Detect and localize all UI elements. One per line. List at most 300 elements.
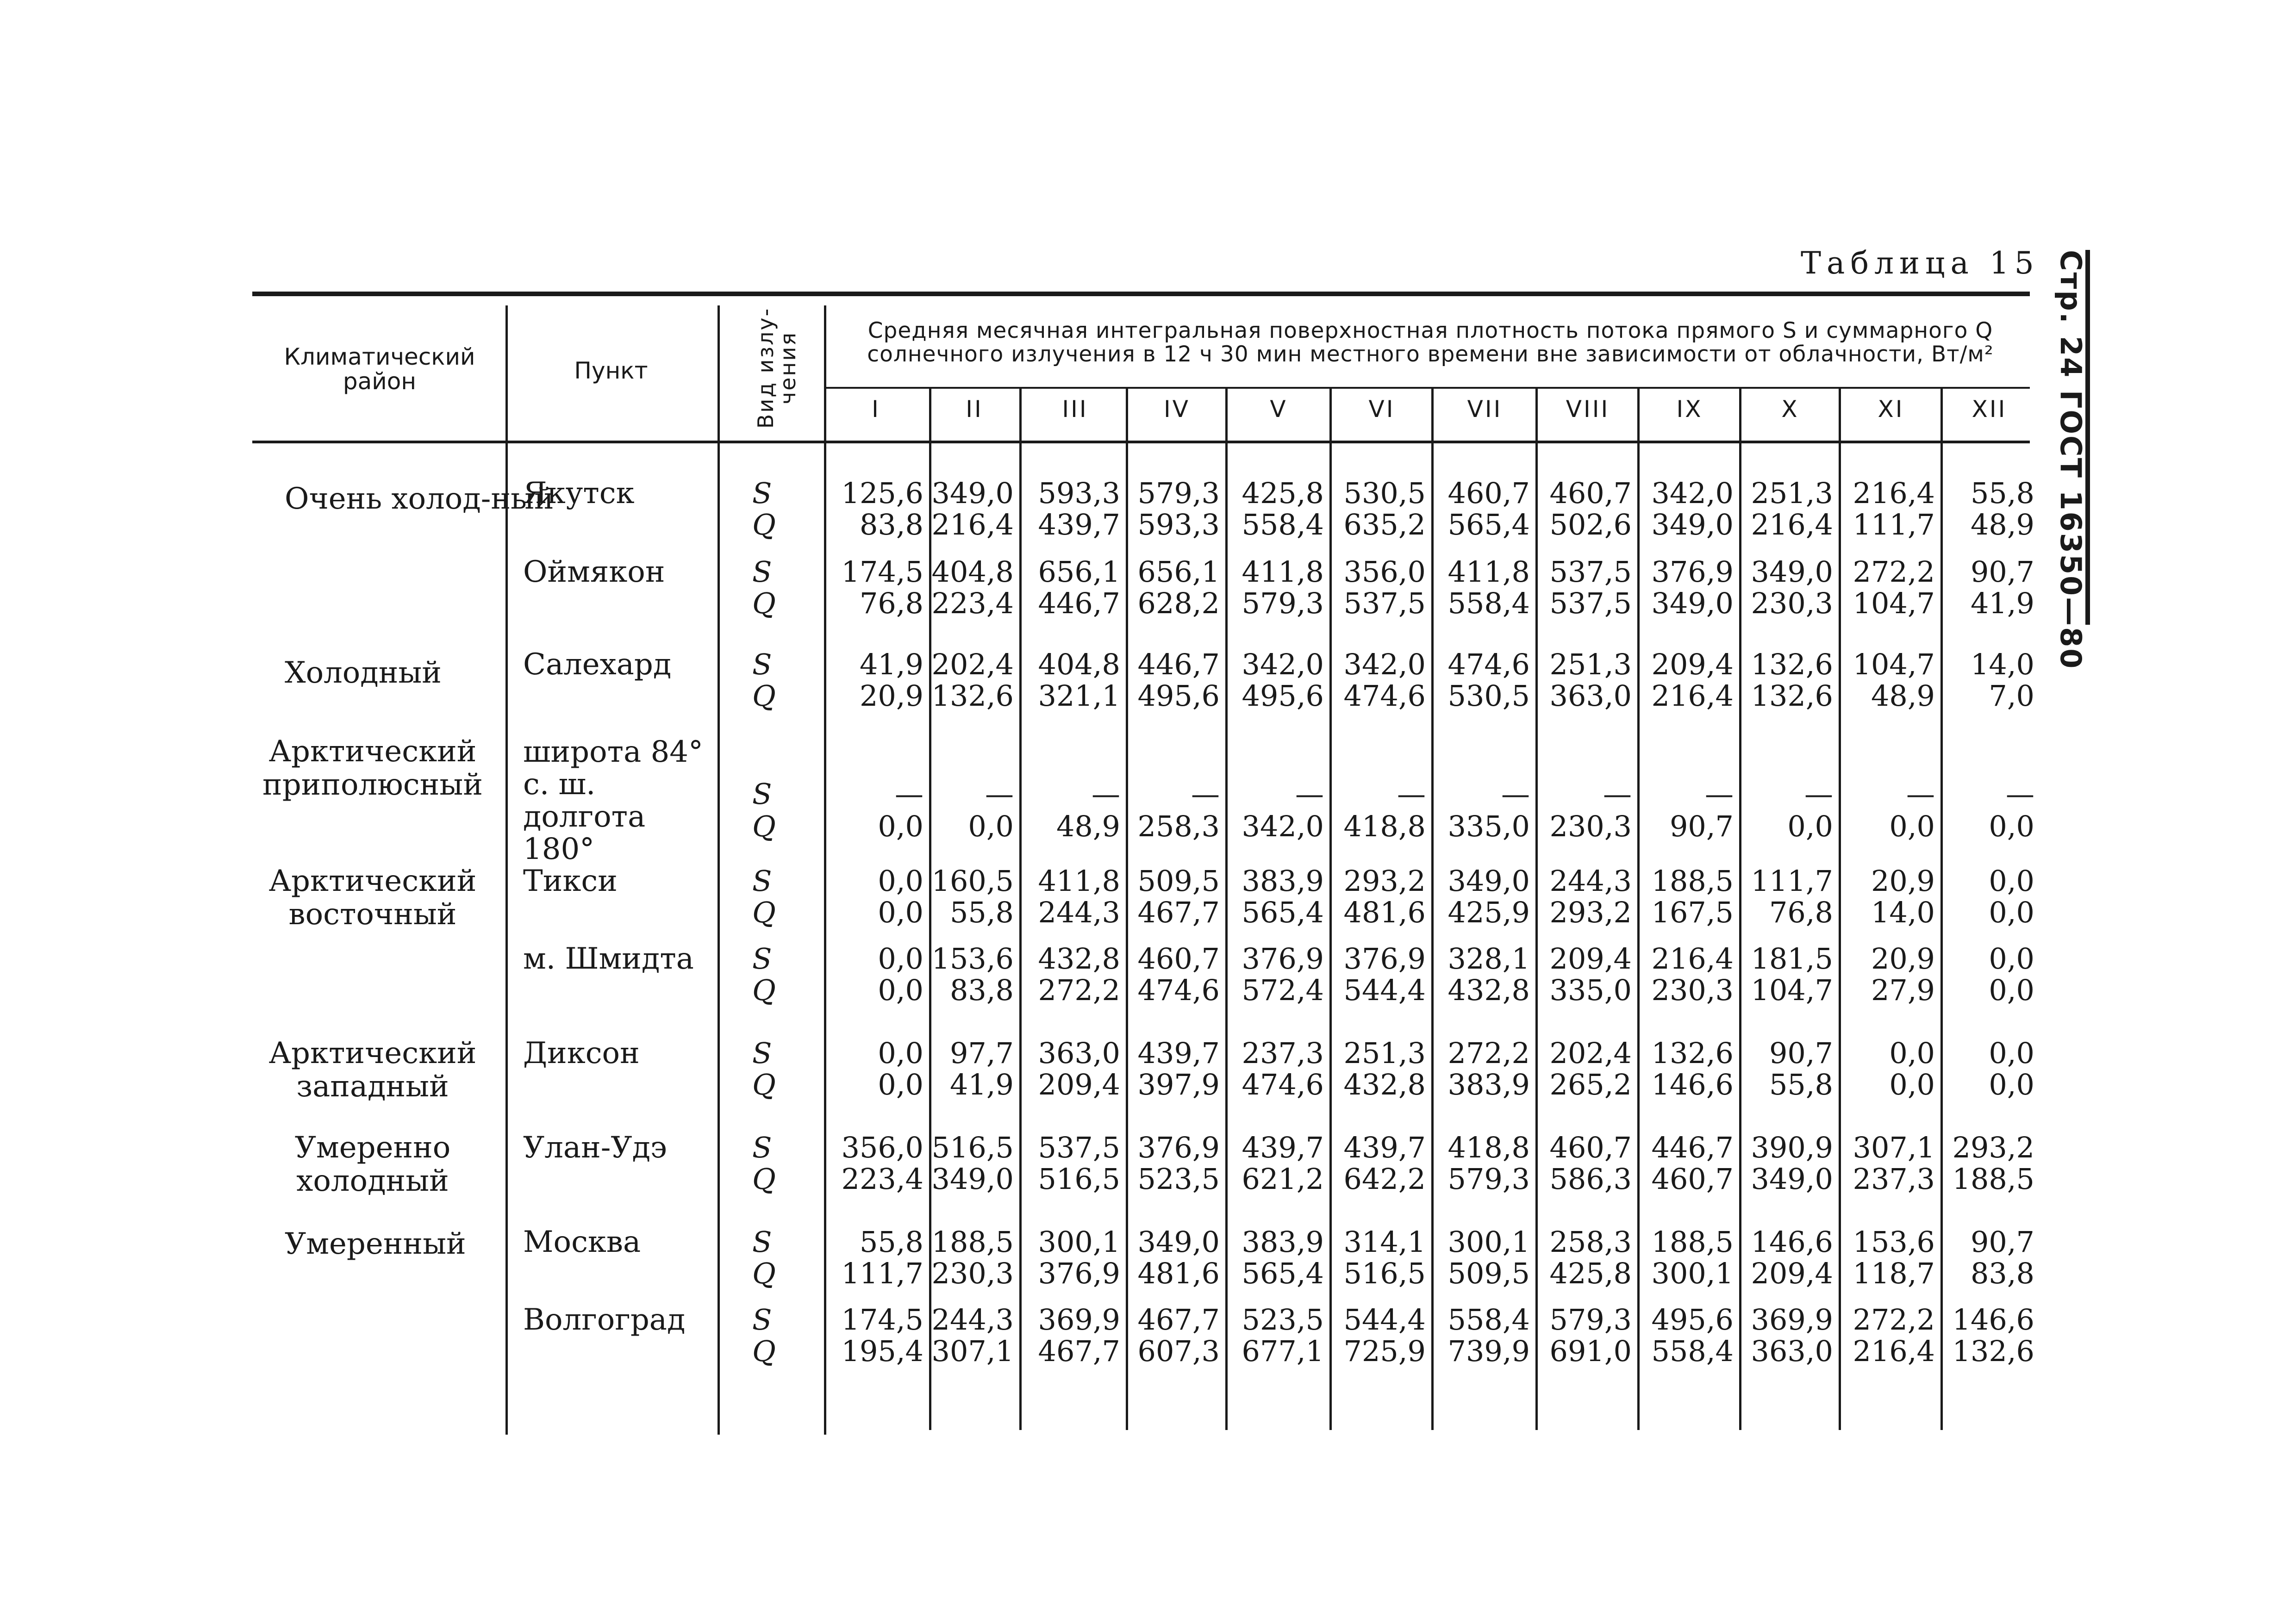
value-cell: 383,9	[1447, 1068, 1530, 1101]
value-cell: 495,6	[1651, 1303, 1734, 1337]
value-cell: 349,0	[1651, 508, 1734, 541]
value-cell: 335,0	[1549, 973, 1632, 1007]
month-header: V	[1270, 396, 1288, 423]
value-cell: 530,5	[1447, 679, 1530, 713]
radiation-kind-q: Q	[752, 508, 776, 541]
value-cell: 188,5	[931, 1225, 1014, 1259]
value-cell: 293,2	[1343, 864, 1426, 898]
value-cell: 593,3	[1137, 508, 1220, 541]
value-cell: 167,5	[1651, 895, 1734, 929]
value-cell: —	[1191, 777, 1220, 811]
value-cell: 523,5	[1137, 1162, 1220, 1196]
months-header-rule	[826, 387, 2030, 389]
value-cell: 104,7	[1751, 973, 1833, 1007]
radiation-kind-s: S	[752, 864, 772, 898]
table-top-rule	[252, 292, 2030, 296]
value-cell: 474,6	[1343, 679, 1426, 713]
value-cell: 0,0	[878, 1036, 923, 1070]
side-page-header: Стр. 24 ГОСТ 16350—80	[2054, 250, 2088, 670]
value-cell: 342,0	[1651, 476, 1734, 510]
value-cell: 27,9	[1871, 973, 1935, 1007]
value-cell: 237,3	[1242, 1036, 1324, 1070]
value-cell: 446,7	[1651, 1131, 1734, 1164]
value-cell: 404,8	[931, 555, 1014, 589]
point-name: Тикси	[523, 864, 618, 898]
value-cell: 0,0	[1889, 1068, 1935, 1101]
value-cell: —	[1397, 777, 1426, 811]
value-cell: 516,5	[1343, 1256, 1426, 1290]
value-cell: 0,0	[1787, 809, 1833, 843]
point-name: Салехард	[523, 647, 672, 682]
point-name: Якутск	[523, 476, 635, 510]
value-cell: 0,0	[878, 895, 923, 929]
region-label: Холодный	[285, 656, 442, 690]
value-cell: 0,0	[1989, 864, 2034, 898]
radiation-kind-q: Q	[752, 809, 776, 843]
month-header: VI	[1368, 396, 1395, 423]
value-cell: 153,6	[1853, 1225, 1935, 1259]
radiation-kind-s: S	[752, 777, 772, 811]
value-cell: 628,2	[1137, 586, 1220, 620]
value-cell: —	[1906, 777, 1935, 811]
value-cell: 41,9	[949, 1068, 1014, 1101]
value-cell: 195,4	[841, 1334, 923, 1368]
value-cell: 516,5	[931, 1131, 1014, 1164]
value-cell: 635,2	[1343, 508, 1426, 541]
header-bottom-rule	[252, 441, 2030, 443]
value-cell: 425,8	[1549, 1256, 1632, 1290]
value-cell: 544,4	[1343, 973, 1426, 1007]
value-cell: 111,7	[1751, 864, 1833, 898]
value-cell: 349,0	[1447, 864, 1530, 898]
value-cell: 418,8	[1343, 809, 1426, 843]
value-cell: 293,2	[1549, 895, 1632, 929]
value-cell: 739,9	[1447, 1334, 1530, 1368]
region-label: Умеренно холодный	[294, 1131, 451, 1198]
radiation-kind-q: Q	[752, 1068, 776, 1101]
value-cell: 83,8	[859, 508, 923, 541]
value-cell: 244,3	[1038, 895, 1120, 929]
value-cell: 153,6	[931, 942, 1014, 976]
value-cell: 495,6	[1242, 679, 1324, 713]
month-column-divider	[1019, 389, 1022, 1430]
value-cell: 363,0	[1038, 1036, 1120, 1070]
radiation-kind-s: S	[752, 1225, 772, 1259]
month-column-divider	[1839, 389, 1841, 1430]
value-cell: 460,7	[1137, 942, 1220, 976]
value-cell: 509,5	[1447, 1256, 1530, 1290]
value-cell: 460,7	[1447, 476, 1530, 510]
month-header: X	[1781, 396, 1799, 423]
value-cell: 376,9	[1651, 555, 1734, 589]
value-cell: 216,4	[931, 508, 1014, 541]
value-cell: 579,3	[1242, 586, 1324, 620]
month-column-divider	[1225, 389, 1228, 1430]
value-cell: —	[2006, 777, 2034, 811]
value-cell: 14,0	[1871, 895, 1935, 929]
value-cell: 432,8	[1343, 1068, 1426, 1101]
value-cell: 439,7	[1242, 1131, 1324, 1164]
value-cell: 230,3	[931, 1256, 1014, 1290]
value-cell: 0,0	[878, 864, 923, 898]
value-cell: 349,0	[1751, 555, 1833, 589]
value-cell: 565,4	[1242, 895, 1324, 929]
value-cell: —	[895, 777, 923, 811]
value-cell: 446,7	[1038, 586, 1120, 620]
value-cell: 216,4	[1751, 508, 1833, 541]
radiation-kind-q: Q	[752, 586, 776, 620]
value-cell: 467,7	[1137, 895, 1220, 929]
value-cell: 537,5	[1038, 1131, 1120, 1164]
value-cell: 328,1	[1447, 942, 1530, 976]
region-label: Очень холод-ный	[285, 482, 554, 516]
value-cell: 48,9	[1056, 809, 1120, 843]
radiation-kind-q: Q	[752, 679, 776, 713]
value-cell: 376,9	[1242, 942, 1324, 976]
value-cell: 425,8	[1242, 476, 1324, 510]
value-cell: 300,1	[1447, 1225, 1530, 1259]
region-label: Умеренный	[285, 1227, 466, 1261]
value-cell: 258,3	[1549, 1225, 1632, 1259]
value-cell: 132,6	[931, 679, 1014, 713]
value-cell: 300,1	[1038, 1225, 1120, 1259]
value-cell: 272,2	[1853, 1303, 1935, 1337]
value-cell: 244,3	[931, 1303, 1014, 1337]
table-label: Таблица 15	[1801, 245, 2040, 281]
point-name: м. Шмидта	[523, 942, 694, 976]
value-cell: —	[1501, 777, 1530, 811]
header-point: Пункт	[574, 357, 648, 384]
value-cell: 202,4	[931, 647, 1014, 681]
value-cell: 41,9	[859, 647, 923, 681]
radiation-kind-s: S	[752, 1303, 772, 1337]
value-cell: 411,8	[1242, 555, 1324, 589]
value-cell: 495,6	[1137, 679, 1220, 713]
value-cell: 230,3	[1549, 809, 1632, 843]
value-cell: 530,5	[1343, 476, 1426, 510]
value-cell: 432,8	[1447, 973, 1530, 1007]
value-cell: 55,8	[1769, 1068, 1833, 1101]
value-cell: —	[1603, 777, 1632, 811]
point-name: Улан-Удэ	[523, 1131, 667, 1165]
value-cell: 174,5	[841, 1303, 923, 1337]
value-cell: 104,7	[1853, 647, 1935, 681]
value-cell: 376,9	[1343, 942, 1426, 976]
value-cell: 307,1	[931, 1334, 1014, 1368]
value-cell: 0,0	[1989, 1068, 2034, 1101]
value-cell: 342,0	[1242, 809, 1324, 843]
value-cell: 188,5	[1952, 1162, 2034, 1196]
region-label: Арктический приполюсный	[262, 734, 483, 802]
radiation-kind-s: S	[752, 942, 772, 976]
value-cell: 383,9	[1242, 864, 1324, 898]
value-cell: 321,1	[1038, 679, 1120, 713]
value-cell: 258,3	[1137, 809, 1220, 843]
value-cell: 474,6	[1242, 1068, 1324, 1101]
value-cell: 579,3	[1137, 476, 1220, 510]
value-cell: 251,3	[1343, 1036, 1426, 1070]
value-cell: 314,1	[1343, 1225, 1426, 1259]
radiation-kind-s: S	[752, 647, 772, 681]
value-cell: 90,7	[1970, 555, 2034, 589]
value-cell: 0,0	[1989, 895, 2034, 929]
value-cell: 509,5	[1137, 864, 1220, 898]
header-span: Средняя месячная интегральная поверхностная плотность потока прямого S и суммарного Q солнечного излучения в 12 ч 30 мин местного времени вне зависимости от облачности, Вт/м²	[867, 318, 1994, 367]
value-cell: 251,3	[1549, 647, 1632, 681]
value-cell: 411,8	[1447, 555, 1530, 589]
value-cell: 691,0	[1549, 1334, 1632, 1368]
value-cell: 223,4	[931, 586, 1014, 620]
value-cell: 209,4	[1549, 942, 1632, 976]
month-column-divider	[1431, 389, 1434, 1430]
value-cell: 376,9	[1137, 1131, 1220, 1164]
value-cell: 369,9	[1038, 1303, 1120, 1337]
value-cell: 20,9	[1871, 942, 1935, 976]
value-cell: 439,7	[1343, 1131, 1426, 1164]
value-cell: 216,4	[1853, 476, 1935, 510]
value-cell: 0,0	[1889, 1036, 1935, 1070]
value-cell: 397,9	[1137, 1068, 1220, 1101]
value-cell: 418,8	[1447, 1131, 1530, 1164]
point-name: Волгоград	[523, 1303, 686, 1337]
column-divider	[505, 305, 508, 1435]
value-cell: 209,4	[1038, 1068, 1120, 1101]
value-cell: 607,3	[1137, 1334, 1220, 1368]
month-column-divider	[1637, 389, 1640, 1430]
column-divider	[824, 305, 826, 1435]
value-cell: 76,8	[1769, 895, 1833, 929]
value-cell: 209,4	[1751, 1256, 1833, 1290]
value-cell: 146,6	[1952, 1303, 2034, 1337]
radiation-kind-q: Q	[752, 1334, 776, 1368]
value-cell: 425,9	[1447, 895, 1530, 929]
value-cell: 349,0	[1751, 1162, 1833, 1196]
value-cell: 132,6	[1751, 679, 1833, 713]
value-cell: 656,1	[1137, 555, 1220, 589]
value-cell: 404,8	[1038, 647, 1120, 681]
value-cell: 132,6	[1952, 1334, 2034, 1368]
value-cell: 48,9	[1871, 679, 1935, 713]
value-cell: 558,4	[1447, 586, 1530, 620]
point-name: широта 84° с. ш. долгота 180°	[523, 735, 703, 866]
value-cell: 97,7	[949, 1036, 1014, 1070]
value-cell: —	[1092, 777, 1120, 811]
month-header: XI	[1878, 396, 1904, 423]
value-cell: 523,5	[1242, 1303, 1324, 1337]
value-cell: 272,2	[1038, 973, 1120, 1007]
value-cell: 132,6	[1751, 647, 1833, 681]
column-divider	[718, 305, 720, 1435]
value-cell: 188,5	[1651, 864, 1734, 898]
value-cell: 579,3	[1447, 1162, 1530, 1196]
value-cell: 446,7	[1137, 647, 1220, 681]
value-cell: 376,9	[1038, 1256, 1120, 1290]
value-cell: 342,0	[1242, 647, 1324, 681]
value-cell: 0,0	[1989, 1036, 2034, 1070]
value-cell: 467,7	[1038, 1334, 1120, 1368]
value-cell: 481,6	[1343, 895, 1426, 929]
value-cell: 474,6	[1447, 647, 1530, 681]
value-cell: 342,0	[1343, 647, 1426, 681]
value-cell: 272,2	[1853, 555, 1935, 589]
month-header: XII	[1972, 396, 2007, 423]
value-cell: 460,7	[1549, 1131, 1632, 1164]
value-cell: 390,9	[1751, 1131, 1833, 1164]
value-cell: 558,4	[1651, 1334, 1734, 1368]
value-cell: 579,3	[1549, 1303, 1632, 1337]
month-header: IV	[1164, 396, 1190, 423]
value-cell: 349,0	[931, 476, 1014, 510]
radiation-kind-q: Q	[752, 1162, 776, 1196]
value-cell: 474,6	[1137, 973, 1220, 1007]
value-cell: 244,3	[1549, 864, 1632, 898]
radiation-kind-s: S	[752, 1036, 772, 1070]
value-cell: 216,4	[1651, 679, 1734, 713]
value-cell: 251,3	[1751, 476, 1833, 510]
value-cell: 118,7	[1853, 1256, 1935, 1290]
value-cell: 593,3	[1038, 476, 1120, 510]
value-cell: 90,7	[1669, 809, 1734, 843]
value-cell: 677,1	[1242, 1334, 1324, 1368]
value-cell: 216,4	[1651, 942, 1734, 976]
value-cell: 265,2	[1549, 1068, 1632, 1101]
value-cell: 174,5	[841, 555, 923, 589]
month-header: III	[1062, 396, 1088, 423]
value-cell: 725,9	[1343, 1334, 1426, 1368]
region-label: Арктический восточный	[268, 864, 477, 932]
value-cell: 558,4	[1242, 508, 1324, 541]
value-cell: 460,7	[1549, 476, 1632, 510]
value-cell: 0,0	[1989, 809, 2034, 843]
header-radiation-kind: Вид излу-чения	[753, 307, 801, 429]
month-header: I	[872, 396, 880, 423]
value-cell: 621,2	[1242, 1162, 1324, 1196]
month-header: VII	[1467, 396, 1503, 423]
value-cell: 237,3	[1853, 1162, 1935, 1196]
value-cell: 14,0	[1970, 647, 2034, 681]
value-cell: 230,3	[1751, 586, 1833, 620]
value-cell: 349,0	[1651, 586, 1734, 620]
value-cell: 0,0	[1889, 809, 1935, 843]
value-cell: 188,5	[1651, 1225, 1734, 1259]
value-cell: 223,4	[841, 1162, 923, 1196]
value-cell: 230,3	[1651, 973, 1734, 1007]
value-cell: 467,7	[1137, 1303, 1220, 1337]
value-cell: 642,2	[1343, 1162, 1426, 1196]
value-cell: 460,7	[1651, 1162, 1734, 1196]
value-cell: 160,5	[931, 864, 1014, 898]
value-cell: 55,8	[859, 1225, 923, 1259]
value-cell: 558,4	[1447, 1303, 1530, 1337]
month-column-divider	[1535, 389, 1538, 1430]
value-cell: 411,8	[1038, 864, 1120, 898]
value-cell: 20,9	[1871, 864, 1935, 898]
value-cell: —	[1804, 777, 1833, 811]
value-cell: 83,8	[949, 973, 1014, 1007]
value-cell: 181,5	[1751, 942, 1833, 976]
value-cell: 439,7	[1137, 1036, 1220, 1070]
value-cell: 481,6	[1137, 1256, 1220, 1290]
value-cell: 0,0	[878, 1068, 923, 1101]
value-cell: 111,7	[1853, 508, 1935, 541]
value-cell: 502,6	[1549, 508, 1632, 541]
value-cell: 83,8	[1970, 1256, 2034, 1290]
value-cell: 293,2	[1952, 1131, 2034, 1164]
month-header: IX	[1676, 396, 1703, 423]
radiation-kind-s: S	[752, 476, 772, 510]
value-cell: 516,5	[1038, 1162, 1120, 1196]
value-cell: —	[1705, 777, 1734, 811]
value-cell: —	[1295, 777, 1324, 811]
value-cell: 544,4	[1343, 1303, 1426, 1337]
value-cell: 537,5	[1343, 586, 1426, 620]
value-cell: 356,0	[1343, 555, 1426, 589]
value-cell: 7,0	[1989, 679, 2034, 713]
value-cell: 0,0	[878, 942, 923, 976]
value-cell: 586,3	[1549, 1162, 1632, 1196]
value-cell: 209,4	[1651, 647, 1734, 681]
value-cell: —	[985, 777, 1014, 811]
value-cell: 356,0	[841, 1131, 923, 1164]
value-cell: 300,1	[1651, 1256, 1734, 1290]
value-cell: 439,7	[1038, 508, 1120, 541]
radiation-kind-q: Q	[752, 1256, 776, 1290]
value-cell: 307,1	[1853, 1131, 1935, 1164]
value-cell: 0,0	[878, 809, 923, 843]
value-cell: 41,9	[1970, 586, 2034, 620]
month-column-divider	[1329, 389, 1332, 1430]
value-cell: 202,4	[1549, 1036, 1632, 1070]
value-cell: 125,6	[841, 476, 923, 510]
value-cell: 537,5	[1549, 586, 1632, 620]
point-name: Оймякон	[523, 555, 665, 589]
value-cell: 111,7	[841, 1256, 923, 1290]
value-cell: 537,5	[1549, 555, 1632, 589]
value-cell: 55,8	[1970, 476, 2034, 510]
radiation-kind-q: Q	[752, 895, 776, 929]
value-cell: 335,0	[1447, 809, 1530, 843]
value-cell: 0,0	[878, 973, 923, 1007]
value-cell: 20,9	[859, 679, 923, 713]
month-header: II	[966, 396, 983, 423]
value-cell: 363,0	[1751, 1334, 1833, 1368]
value-cell: 76,8	[859, 586, 923, 620]
value-cell: 48,9	[1970, 508, 2034, 541]
value-cell: 104,7	[1853, 586, 1935, 620]
value-cell: 369,9	[1751, 1303, 1833, 1337]
value-cell: 55,8	[949, 895, 1014, 929]
header-region: Климатический район	[284, 343, 475, 395]
radiation-kind-s: S	[752, 1131, 772, 1164]
value-cell: 132,6	[1651, 1036, 1734, 1070]
value-cell: 146,6	[1651, 1068, 1734, 1101]
value-cell: 90,7	[1970, 1225, 2034, 1259]
value-cell: 146,6	[1751, 1225, 1833, 1259]
value-cell: 349,0	[931, 1162, 1014, 1196]
value-cell: 349,0	[1137, 1225, 1220, 1259]
point-name: Диксон	[523, 1036, 640, 1070]
value-cell: 432,8	[1038, 942, 1120, 976]
value-cell: 272,2	[1447, 1036, 1530, 1070]
point-name: Москва	[523, 1225, 641, 1259]
region-label: Арктический западный	[268, 1036, 477, 1104]
value-cell: 0,0	[1989, 942, 2034, 976]
value-cell: 565,4	[1447, 508, 1530, 541]
value-cell: 656,1	[1038, 555, 1120, 589]
value-cell: 572,4	[1242, 973, 1324, 1007]
value-cell: 363,0	[1549, 679, 1632, 713]
value-cell: 216,4	[1853, 1334, 1935, 1368]
